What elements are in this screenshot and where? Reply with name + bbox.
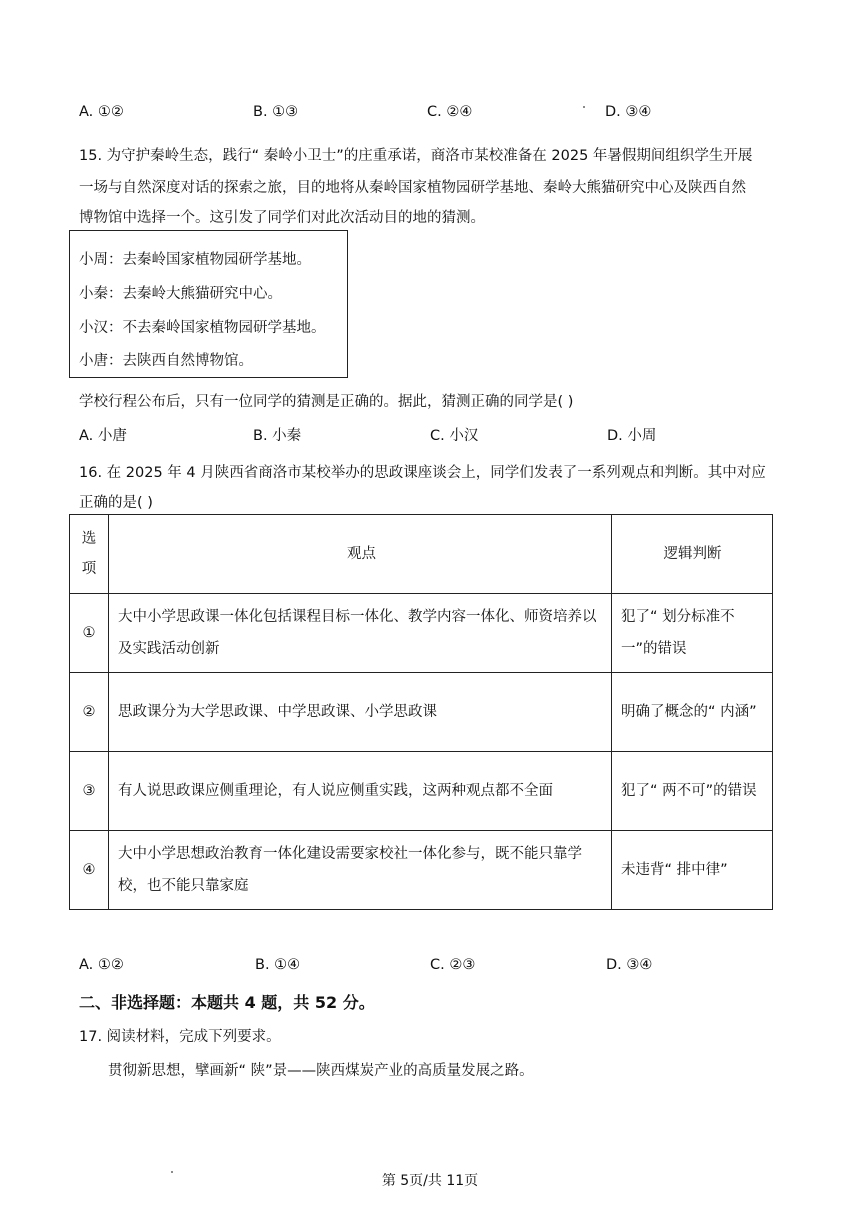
- q16-option-c: C. ②③: [430, 957, 476, 973]
- q17-material: 贯彻新思想，擘画新“ 陕”景——陕西煤炭产业的高质量发展之路。: [108, 1063, 534, 1079]
- q15-option-b: B. 小秦: [253, 428, 302, 444]
- stray-dot: [583, 106, 585, 108]
- q15-guess-box: [69, 230, 348, 378]
- q16-stem-line-2: 正确的是( ): [79, 495, 153, 511]
- q17-stem: 17. 阅读材料，完成下列要求。: [79, 1029, 281, 1045]
- table-row: [70, 831, 773, 910]
- row-judgment: 未违背“ 排中律”: [612, 831, 773, 910]
- row-view: 大中小学思想政治教育一体化建设需要家校社一体化参与，既不能只靠学校，也不能只靠家庭: [109, 831, 612, 910]
- q15-question: 学校行程公布后，只有一位同学的猜测是正确的。据此，猜测正确的同学是( ): [79, 394, 574, 410]
- q15-stem-line-3: 博物馆中选择一个。这引发了同学们对此次活动目的地的猜测。: [79, 210, 485, 226]
- q14-option-b: B. ①③: [253, 104, 299, 120]
- row-judgment: 明确了概念的“ 内涵”: [612, 673, 773, 752]
- row-view: 思政课分为大学思政课、中学思政课、小学思政课: [109, 673, 612, 752]
- row-option: ②: [70, 673, 109, 752]
- header-option: 选项: [70, 515, 109, 594]
- q16-option-a: A. ①②: [79, 957, 124, 973]
- q16-judgment-table: [69, 514, 773, 910]
- table-row: [70, 752, 773, 831]
- q16-option-d: D. ③④: [606, 957, 653, 973]
- q16-stem-line-1: 16. 在 2025 年 4 月陕西省商洛市某校举办的思政课座谈会上，同学们发表了一系列观点和判断。其中对应: [79, 465, 766, 481]
- row-view: 有人说思政课应侧重理论，有人说应侧重实践，这两种观点都不全面: [109, 752, 612, 831]
- guess-xiaohan: 小汉：不去秦岭国家植物园研学基地。: [79, 320, 326, 336]
- page-footer: 第 5页/共 11页: [381, 1173, 479, 1189]
- guess-xiaoqin: 小秦：去秦岭大熊猫研究中心。: [79, 286, 282, 302]
- header-judgment: 逻辑判断: [612, 515, 773, 594]
- q15-option-c: C. 小汉: [430, 428, 479, 444]
- row-option: ③: [70, 752, 109, 831]
- q14-option-d: D. ③④: [605, 104, 652, 120]
- q15-option-a: A. 小唐: [79, 428, 127, 444]
- row-option: ④: [70, 831, 109, 910]
- q15-stem-line-1: 15. 为守护秦岭生态，践行“ 秦岭小卫士”的庄重承诺，商洛市某校准备在 2025 年暑假期间组织学生开展: [79, 148, 753, 164]
- row-view: 大中小学思政课一体化包括课程目标一体化、教学内容一体化、师资培养以及实践活动创新: [109, 594, 612, 673]
- section-heading: 二、非选择题：本题共 4 题，共 52 分。: [79, 993, 375, 1012]
- q16-option-b: B. ①④: [255, 957, 301, 973]
- q15-stem-line-2: 一场与自然深度对话的探索之旅，目的地将从秦岭国家植物园研学基地、秦岭大熊猫研究中心及陕西自然: [79, 180, 746, 196]
- row-judgment: 犯了“ 划分标准不一”的错误: [612, 594, 773, 673]
- row-option: ①: [70, 594, 109, 673]
- table-row: [70, 594, 773, 673]
- row-judgment: 犯了“ 两不可”的错误: [612, 752, 773, 831]
- guess-xiaozhou: 小周：去秦岭国家植物园研学基地。: [79, 252, 311, 268]
- guess-xiaotang: 小唐：去陕西自然博物馆。: [79, 353, 253, 369]
- q14-option-a: A. ①②: [79, 104, 124, 120]
- table-row: [70, 673, 773, 752]
- table-header-row: [70, 515, 773, 594]
- q14-option-c: C. ②④: [427, 104, 473, 120]
- q15-option-d: D. 小周: [607, 428, 657, 444]
- header-view: 观点: [109, 515, 612, 594]
